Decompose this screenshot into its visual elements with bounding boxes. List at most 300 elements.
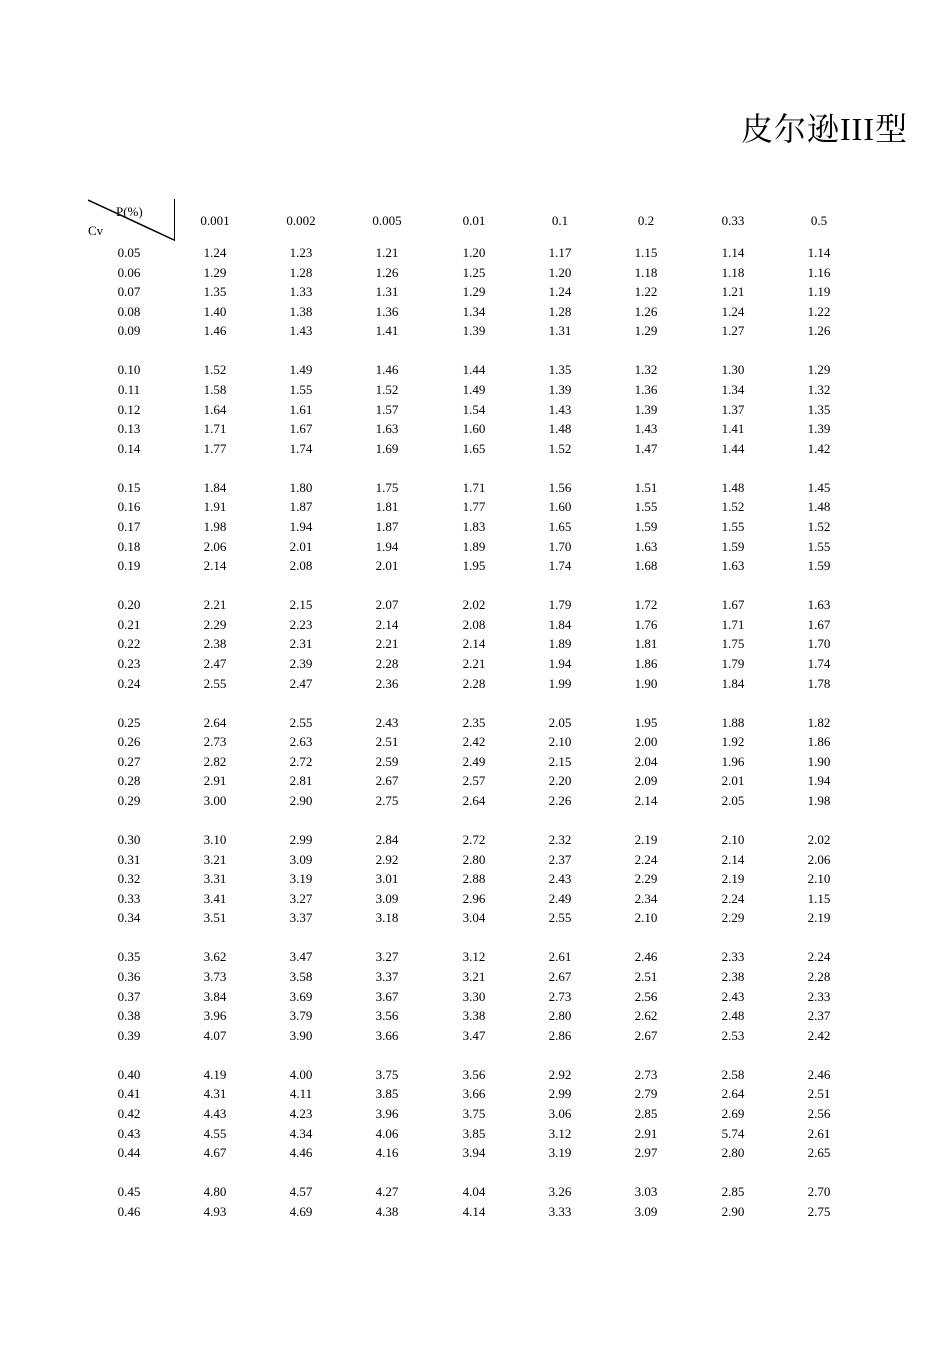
value-cell: 3.85: [375, 1086, 399, 1102]
table-row: [0, 674, 950, 694]
table-row: [0, 537, 950, 557]
table-row: [0, 282, 950, 302]
value-cell: 1.21: [721, 284, 745, 300]
value-cell: 1.55: [721, 518, 745, 534]
value-cell: 3.33: [548, 1203, 572, 1219]
value-cell: 2.19: [807, 910, 831, 926]
value-cell: 2.80: [462, 851, 486, 867]
value-cell: 1.14: [807, 245, 831, 260]
value-cell: 3.19: [289, 871, 313, 887]
value-cell: 1.25: [462, 264, 486, 280]
value-cell: 1.56: [548, 479, 572, 495]
value-cell: 2.42: [807, 1027, 831, 1043]
value-cell: 3.12: [548, 1125, 572, 1141]
value-cell: 2.92: [375, 851, 399, 867]
value-cell: 2.14: [634, 792, 658, 808]
value-cell: 2.59: [375, 753, 399, 769]
value-cell: 1.81: [375, 499, 399, 515]
cv-cell: 0.43: [117, 1125, 141, 1141]
value-cell: 1.48: [807, 499, 831, 515]
value-cell: 1.55: [634, 499, 658, 515]
page-title: 皮尔逊III型: [741, 111, 908, 147]
value-cell: 2.56: [807, 1105, 831, 1121]
value-cell: 1.90: [807, 753, 831, 769]
value-cell: 1.44: [721, 440, 745, 456]
value-cell: 3.09: [375, 890, 399, 906]
value-cell: 3.31: [203, 871, 227, 887]
value-cell: 1.29: [203, 264, 227, 280]
value-cell: 1.80: [289, 479, 313, 495]
value-cell: 1.26: [375, 264, 399, 280]
value-cell: 1.16: [807, 264, 831, 280]
value-cell: 2.75: [807, 1203, 831, 1219]
value-cell: 2.99: [289, 831, 313, 847]
value-cell: 1.48: [721, 479, 745, 495]
value-cell: 1.43: [634, 421, 658, 437]
value-cell: 3.21: [462, 968, 486, 984]
value-cell: 2.14: [203, 558, 227, 574]
value-cell: 2.10: [548, 734, 572, 750]
value-cell: 4.23: [289, 1105, 313, 1121]
value-cell: 2.08: [289, 558, 313, 574]
value-cell: 1.86: [634, 655, 658, 671]
value-cell: 1.36: [375, 303, 399, 319]
value-cell: 1.58: [203, 381, 227, 397]
value-cell: 1.36: [634, 381, 658, 397]
value-cell: 2.19: [634, 831, 658, 847]
value-cell: 1.55: [289, 381, 313, 397]
value-cell: 2.46: [807, 1066, 831, 1082]
value-cell: 3.00: [203, 792, 227, 808]
value-cell: 2.15: [548, 753, 572, 769]
value-cell: 2.65: [807, 1145, 831, 1161]
table-row: [0, 615, 950, 635]
value-cell: 3.19: [548, 1145, 572, 1161]
value-cell: 2.55: [289, 714, 313, 730]
column-header: 0.2: [637, 213, 655, 228]
value-cell: 2.37: [807, 1008, 831, 1024]
column-header: 0.33: [721, 213, 745, 228]
value-cell: 3.21: [203, 851, 227, 867]
column-header: 0.1: [551, 213, 569, 228]
value-cell: 1.31: [375, 284, 399, 300]
value-cell: 2.80: [721, 1145, 745, 1161]
value-cell: 1.26: [634, 303, 658, 319]
table-row: [0, 321, 950, 341]
value-cell: 1.45: [807, 479, 831, 495]
value-cell: 3.56: [375, 1008, 399, 1024]
value-cell: 4.11: [289, 1086, 313, 1102]
cv-cell: 0.39: [117, 1027, 141, 1043]
table-row: [0, 947, 950, 967]
cv-cell: 0.46: [117, 1203, 141, 1219]
cv-cell: 0.30: [117, 831, 141, 847]
value-cell: 1.29: [634, 323, 658, 339]
value-cell: 2.47: [289, 675, 313, 691]
value-cell: 2.33: [721, 949, 745, 965]
column-header: 0.01: [462, 213, 486, 228]
value-cell: 4.31: [203, 1086, 227, 1102]
value-cell: 1.95: [462, 558, 486, 574]
row-group: [0, 947, 950, 1064]
value-cell: 1.44: [462, 362, 486, 378]
value-cell: 2.05: [721, 792, 745, 808]
cv-cell: 0.16: [117, 499, 141, 515]
value-cell: 1.88: [721, 714, 745, 730]
cv-cell: 0.10: [117, 362, 141, 378]
value-cell: 2.99: [548, 1086, 572, 1102]
value-cell: 1.21: [375, 245, 399, 260]
table-row: [0, 791, 950, 811]
value-cell: 3.37: [375, 968, 399, 984]
value-cell: 2.14: [462, 636, 486, 652]
value-cell: 1.52: [548, 440, 572, 456]
value-cell: 1.30: [721, 362, 745, 378]
value-cell: 2.67: [548, 968, 572, 984]
value-cell: 1.94: [289, 518, 313, 534]
value-cell: 2.06: [807, 851, 831, 867]
value-cell: 2.29: [203, 616, 227, 632]
value-cell: 2.97: [634, 1145, 658, 1161]
value-cell: 4.69: [289, 1203, 313, 1219]
value-cell: 1.81: [634, 636, 658, 652]
table-row: [0, 889, 950, 909]
value-cell: 2.02: [807, 831, 831, 847]
value-cell: 1.34: [721, 381, 745, 397]
value-cell: 1.29: [807, 362, 831, 378]
value-cell: 1.41: [721, 421, 745, 437]
cv-cell: 0.32: [117, 871, 141, 887]
value-cell: 3.66: [462, 1086, 486, 1102]
value-cell: 1.27: [721, 323, 745, 339]
table-row: [0, 654, 950, 674]
value-cell: 4.80: [203, 1184, 227, 1200]
value-cell: 1.98: [203, 518, 227, 534]
value-cell: 1.20: [548, 264, 572, 280]
value-cell: 2.53: [721, 1027, 745, 1043]
value-cell: 1.96: [721, 753, 745, 769]
value-cell: 2.00: [634, 734, 658, 750]
value-cell: 2.51: [807, 1086, 831, 1102]
value-cell: 1.89: [462, 538, 486, 554]
value-cell: 2.34: [634, 890, 658, 906]
cv-cell: 0.35: [117, 949, 141, 965]
cv-cell: 0.37: [117, 988, 141, 1004]
value-cell: 1.26: [807, 323, 831, 339]
value-cell: 1.42: [807, 440, 831, 456]
value-cell: 3.84: [203, 988, 227, 1004]
value-cell: 5.74: [721, 1125, 745, 1141]
value-cell: 1.22: [807, 303, 831, 319]
value-cell: 2.05: [548, 714, 572, 730]
table-row: [0, 302, 950, 322]
value-cell: 3.27: [375, 949, 399, 965]
value-cell: 3.38: [462, 1008, 486, 1024]
value-cell: 1.94: [548, 655, 572, 671]
value-cell: 1.94: [807, 773, 831, 789]
value-cell: 4.04: [462, 1184, 486, 1200]
value-cell: 2.63: [289, 734, 313, 750]
value-cell: 2.64: [462, 792, 486, 808]
value-cell: 1.79: [721, 655, 745, 671]
value-cell: 1.95: [634, 714, 658, 730]
value-cell: 4.46: [289, 1145, 313, 1161]
value-cell: 4.93: [203, 1203, 227, 1219]
table-row: [0, 1104, 950, 1124]
value-cell: 1.67: [721, 597, 745, 613]
cv-cell: 0.21: [117, 616, 141, 632]
value-cell: 1.52: [721, 499, 745, 515]
cv-cell: 0.29: [117, 792, 141, 808]
value-cell: 1.89: [548, 636, 572, 652]
table-row: [0, 771, 950, 791]
value-cell: 2.10: [721, 831, 745, 847]
value-cell: 1.98: [807, 792, 831, 808]
value-cell: 1.78: [807, 675, 831, 691]
row-group: [0, 1182, 950, 1299]
value-cell: 2.43: [375, 714, 399, 730]
cv-cell: 0.25: [117, 714, 141, 730]
value-cell: 2.31: [289, 636, 313, 652]
table-row: [0, 732, 950, 752]
row-group: [0, 595, 950, 712]
value-cell: 1.71: [462, 479, 486, 495]
value-cell: 3.30: [462, 988, 486, 1004]
table-row: [0, 752, 950, 772]
table-row: [0, 1202, 950, 1222]
value-cell: 1.15: [634, 245, 658, 260]
value-cell: 2.21: [462, 655, 486, 671]
cv-cell: 0.24: [117, 675, 141, 691]
value-cell: 2.64: [721, 1086, 745, 1102]
value-cell: 3.90: [289, 1027, 313, 1043]
value-cell: 1.39: [807, 421, 831, 437]
value-cell: 1.59: [721, 538, 745, 554]
value-cell: 1.35: [807, 401, 831, 417]
value-cell: 1.35: [548, 362, 572, 378]
value-cell: 2.91: [634, 1125, 658, 1141]
value-cell: 2.19: [721, 871, 745, 887]
value-cell: 2.43: [721, 988, 745, 1004]
row-group: [0, 478, 950, 595]
value-cell: 1.43: [289, 323, 313, 339]
value-cell: 2.73: [548, 988, 572, 1004]
value-cell: 1.57: [375, 401, 399, 417]
value-cell: 1.87: [375, 518, 399, 534]
value-cell: 1.24: [548, 284, 572, 300]
table-row: [0, 360, 950, 380]
row-group: [0, 713, 950, 830]
value-cell: 2.58: [721, 1066, 745, 1082]
value-cell: 2.55: [203, 675, 227, 691]
value-cell: 1.83: [462, 518, 486, 534]
value-cell: 1.49: [289, 362, 313, 378]
table-row: [0, 830, 950, 850]
cv-cell: 0.41: [117, 1086, 141, 1102]
cv-cell: 0.18: [117, 538, 141, 554]
row-group: [0, 243, 950, 360]
value-cell: 4.34: [289, 1125, 313, 1141]
value-cell: 1.84: [548, 616, 572, 632]
value-cell: 2.61: [807, 1125, 831, 1141]
value-cell: 2.72: [462, 831, 486, 847]
value-cell: 2.96: [462, 890, 486, 906]
value-cell: 1.70: [548, 538, 572, 554]
cv-cell: 0.13: [117, 421, 141, 437]
value-cell: 3.51: [203, 910, 227, 926]
value-cell: 2.14: [721, 851, 745, 867]
table-row: [0, 517, 950, 537]
value-cell: 4.06: [375, 1125, 399, 1141]
value-cell: 1.92: [721, 734, 745, 750]
value-cell: 1.38: [289, 303, 313, 319]
value-cell: 1.77: [462, 499, 486, 515]
table-row: [0, 967, 950, 987]
value-cell: 2.48: [721, 1008, 745, 1024]
value-cell: 1.22: [634, 284, 658, 300]
value-cell: 3.75: [462, 1105, 486, 1121]
value-cell: 1.52: [203, 362, 227, 378]
table-row: [0, 987, 950, 1007]
table-row: [0, 380, 950, 400]
value-cell: 1.49: [462, 381, 486, 397]
value-cell: 1.94: [375, 538, 399, 554]
table-row: [0, 869, 950, 889]
value-cell: 2.10: [807, 871, 831, 887]
value-cell: 2.49: [462, 753, 486, 769]
column-header: 0.005: [372, 213, 402, 228]
value-cell: 1.32: [634, 362, 658, 378]
value-cell: 3.96: [375, 1105, 399, 1121]
value-cell: 1.31: [548, 323, 572, 339]
value-cell: 2.06: [203, 538, 227, 554]
value-cell: 3.79: [289, 1008, 313, 1024]
value-cell: 3.56: [462, 1066, 486, 1082]
value-cell: 1.84: [203, 479, 227, 495]
value-cell: 1.87: [289, 499, 313, 515]
value-cell: 1.47: [634, 440, 658, 456]
value-cell: 1.68: [634, 558, 658, 574]
table-row: [0, 1026, 950, 1046]
cv-cell: 0.23: [117, 655, 141, 671]
value-cell: 1.39: [634, 401, 658, 417]
table-row: [0, 908, 950, 928]
cv-cell: 0.36: [117, 968, 141, 984]
value-cell: 1.63: [721, 558, 745, 574]
value-cell: 2.14: [375, 616, 399, 632]
value-cell: 1.59: [634, 518, 658, 534]
value-cell: 2.56: [634, 988, 658, 1004]
cv-cell: 0.19: [117, 558, 141, 574]
cv-cell: 0.08: [117, 303, 141, 319]
value-cell: 2.24: [634, 851, 658, 867]
value-cell: 2.73: [634, 1066, 658, 1082]
value-cell: 2.67: [375, 773, 399, 789]
value-cell: 4.57: [289, 1184, 313, 1200]
column-header: 0.5: [810, 213, 828, 228]
value-cell: 2.09: [634, 773, 658, 789]
value-cell: 4.00: [289, 1066, 313, 1082]
table-row: [0, 497, 950, 517]
cv-cell: 0.27: [117, 753, 141, 769]
value-cell: 2.28: [375, 655, 399, 671]
column-header: 0.002: [286, 213, 316, 228]
value-cell: 3.66: [375, 1027, 399, 1043]
value-cell: 2.42: [462, 734, 486, 750]
value-cell: 3.27: [289, 890, 313, 906]
table-row: [0, 1182, 950, 1202]
value-cell: 2.10: [634, 910, 658, 926]
table-row: [0, 556, 950, 576]
cv-cell: 0.33: [117, 890, 141, 906]
value-cell: 1.75: [375, 479, 399, 495]
value-cell: 1.19: [807, 284, 831, 300]
value-cell: 4.67: [203, 1145, 227, 1161]
value-cell: 3.06: [548, 1105, 572, 1121]
cv-cell: 0.26: [117, 734, 141, 750]
value-cell: 2.67: [634, 1027, 658, 1043]
cv-cell: 0.12: [117, 401, 141, 417]
value-cell: 1.71: [721, 616, 745, 632]
value-cell: 2.15: [289, 597, 313, 613]
value-cell: 1.17: [548, 245, 572, 260]
value-cell: 1.51: [634, 479, 658, 495]
table-row: [0, 478, 950, 498]
cv-cell: 0.31: [117, 851, 141, 867]
table-row: [0, 419, 950, 439]
value-cell: 2.29: [721, 910, 745, 926]
value-cell: 1.18: [721, 264, 745, 280]
value-cell: 3.12: [462, 949, 486, 965]
value-cell: 3.85: [462, 1125, 486, 1141]
value-cell: 1.76: [634, 616, 658, 632]
value-cell: 1.75: [721, 636, 745, 652]
value-cell: 2.33: [807, 988, 831, 1004]
cv-cell: 0.45: [117, 1184, 141, 1200]
value-cell: 1.59: [807, 558, 831, 574]
cv-cell: 0.22: [117, 636, 141, 652]
value-cell: 1.60: [548, 499, 572, 515]
value-cell: 1.74: [807, 655, 831, 671]
value-cell: 2.46: [634, 949, 658, 965]
value-cell: 1.37: [721, 401, 745, 417]
value-cell: 2.08: [462, 616, 486, 632]
value-cell: 2.26: [548, 792, 572, 808]
value-cell: 1.91: [203, 499, 227, 515]
table-row: [0, 1065, 950, 1085]
value-cell: 1.28: [289, 264, 313, 280]
value-cell: 3.01: [375, 871, 399, 887]
value-cell: 2.23: [289, 616, 313, 632]
value-cell: 1.41: [375, 323, 399, 339]
value-cell: 1.28: [548, 303, 572, 319]
value-cell: 1.23: [289, 245, 313, 260]
cv-cell: 0.11: [117, 381, 141, 397]
value-cell: 1.82: [807, 714, 831, 730]
row-group: [0, 830, 950, 947]
value-cell: 2.38: [721, 968, 745, 984]
value-cell: 3.62: [203, 949, 227, 965]
value-cell: 1.65: [548, 518, 572, 534]
cv-cell: 0.44: [117, 1145, 141, 1161]
value-cell: 1.24: [203, 245, 227, 260]
value-cell: 4.55: [203, 1125, 227, 1141]
value-cell: 2.49: [548, 890, 572, 906]
value-cell: 2.82: [203, 753, 227, 769]
value-cell: 3.94: [462, 1145, 486, 1161]
value-cell: 4.43: [203, 1105, 227, 1121]
value-cell: 1.39: [548, 381, 572, 397]
